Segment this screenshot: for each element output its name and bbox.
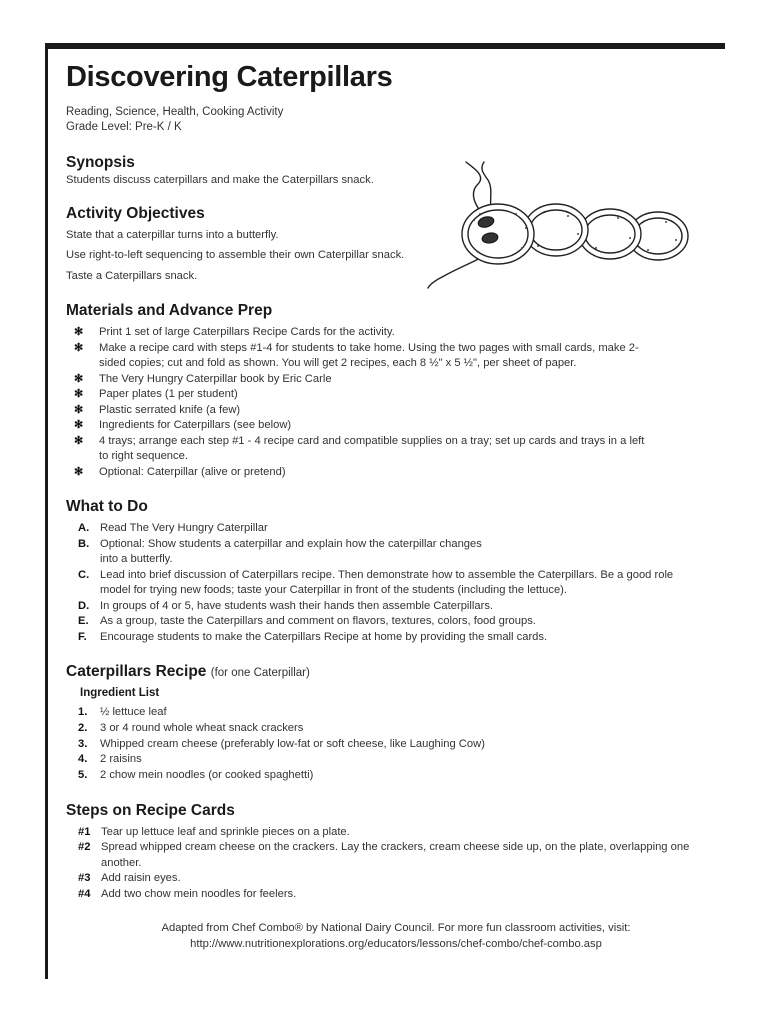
ingredient-list-heading: Ingredient List [80,687,160,699]
what-to-do-heading: What to Do [66,498,148,515]
list-item: 2. 3 or 4 round whole wheat snack crackers [78,721,304,734]
list-item: ✻ Ingredients for Caterpillars (see below) [66,418,726,434]
list-item: ✻ Make a recipe card with steps #1-4 for students to take home. Using the two pages with small cards, make 2-sided copies; cut and fold as shown. You will get 2 recipes, each 8 ½" x 5 ½", per sheet of paper. [74,341,639,369]
list-item: 5. 2 chow mein noodles (or cooked spaghetti) [78,769,314,782]
list-item: 3. Whipped cream cheese (preferably low-fat or soft cheese, like Laughing Cow) [78,737,485,750]
left-rule [45,49,48,979]
list-item: ✻ The Very Hungry Caterpillar book by Eric Carle [66,372,726,388]
objective-item: Use right-to-left sequencing to assemble their own Caterpillar snack. [66,249,405,261]
list-item: ✻ Print 1 set of large Caterpillars Recipe Cards for the activity. [66,325,726,341]
credit-url: http://www.nutritionexplorations.org/educators/lessons/chef-combo/chef-combo.asp [190,937,602,950]
list-item: 4. 2 raisins [78,753,142,766]
credit-text: Adapted from Chef Combo® by National Dairy Council. For more fun classroom activities, visit: [161,922,631,935]
steps-list [66,825,726,903]
materials-list [66,325,726,480]
list-item: B. Optional: Show students a caterpillar and explain how the caterpillar changes into a butterfly. [78,537,482,565]
asterisk-icon: ✻ [74,372,84,385]
page-title: Discovering Caterpillars [66,61,393,93]
objective-item: State that a caterpillar turns into a butterfly. [66,228,279,241]
list-item: 1. ½ lettuce leaf [78,706,167,718]
list-item: ✻ Plastic serrated knife (a few) [66,403,726,419]
list-item: D. In groups of 4 or 5, have students wash their hands then assemble Caterpillars. [78,599,494,612]
recipe-heading: Caterpillars Recipe (for one Caterpillar) [66,663,310,680]
list-item: #2 Spread whipped cream cheese on the crackers. Lay the crackers, cream cheese side up, on the plate, overlapping one another. [78,841,690,869]
steps-heading: Steps on Recipe Cards [66,801,235,819]
grade-line: Grade Level: Pre-K / K [66,121,182,133]
list-item: #1 Tear up lettuce leaf and sprinkle pieces on a plate. [78,825,350,838]
subject-line: Reading, Science, Health, Cooking Activity [66,106,284,118]
asterisk-icon: ✻ [74,434,84,447]
list-item: ✻ 4 trays; arrange each step #1 - 4 recipe card and compatible supplies on a tray; set up cards and trays in a left to right sequence. [74,434,645,462]
materials-heading: Materials and Advance Prep [66,302,273,319]
ingredient-list [66,705,726,784]
list-item: #3 Add raisin eyes. [78,872,181,885]
asterisk-icon: ✻ [74,341,84,354]
list-item: #4 Add two chow mein noodles for feelers. [78,887,297,900]
list-item: F. Encourage students to make the Caterpillars Recipe at home by providing the small cards. [78,630,548,643]
synopsis-heading: Synopsis [66,154,135,171]
synopsis-text: Students discuss caterpillars and make the Caterpillars snack. [66,174,374,186]
list-item: E. As a group, taste the Caterpillars and comment on flavors, textures, colors, food groups. [78,615,536,627]
asterisk-icon: ✻ [74,326,84,338]
list-item: ✻ Paper plates (1 per student) [66,387,726,403]
objective-item: Taste a Caterpillars snack. [66,269,198,282]
top-rule [45,43,725,49]
asterisk-icon: ✻ [74,403,84,416]
list-item: A. Read The Very Hungry Caterpillar [78,522,268,534]
objectives-heading: Activity Objectives [66,204,205,222]
list-item: ✻ Optional: Caterpillar (alive or pretend) [66,465,726,481]
list-item: C. Lead into brief discussion of Caterpillars recipe. Then demonstrate how to assemble the Caterpillars. Be a good role model for trying new foods; taste your Caterpillar in front of the students (including the lettuce). [78,568,674,596]
asterisk-icon: ✻ [74,465,84,478]
what-to-do-list [66,521,726,645]
recipe-note: (for one Caterpillar) [210,667,310,679]
page-content [66,55,726,952]
asterisk-icon: ✻ [74,419,84,431]
asterisk-icon: ✻ [74,388,84,400]
